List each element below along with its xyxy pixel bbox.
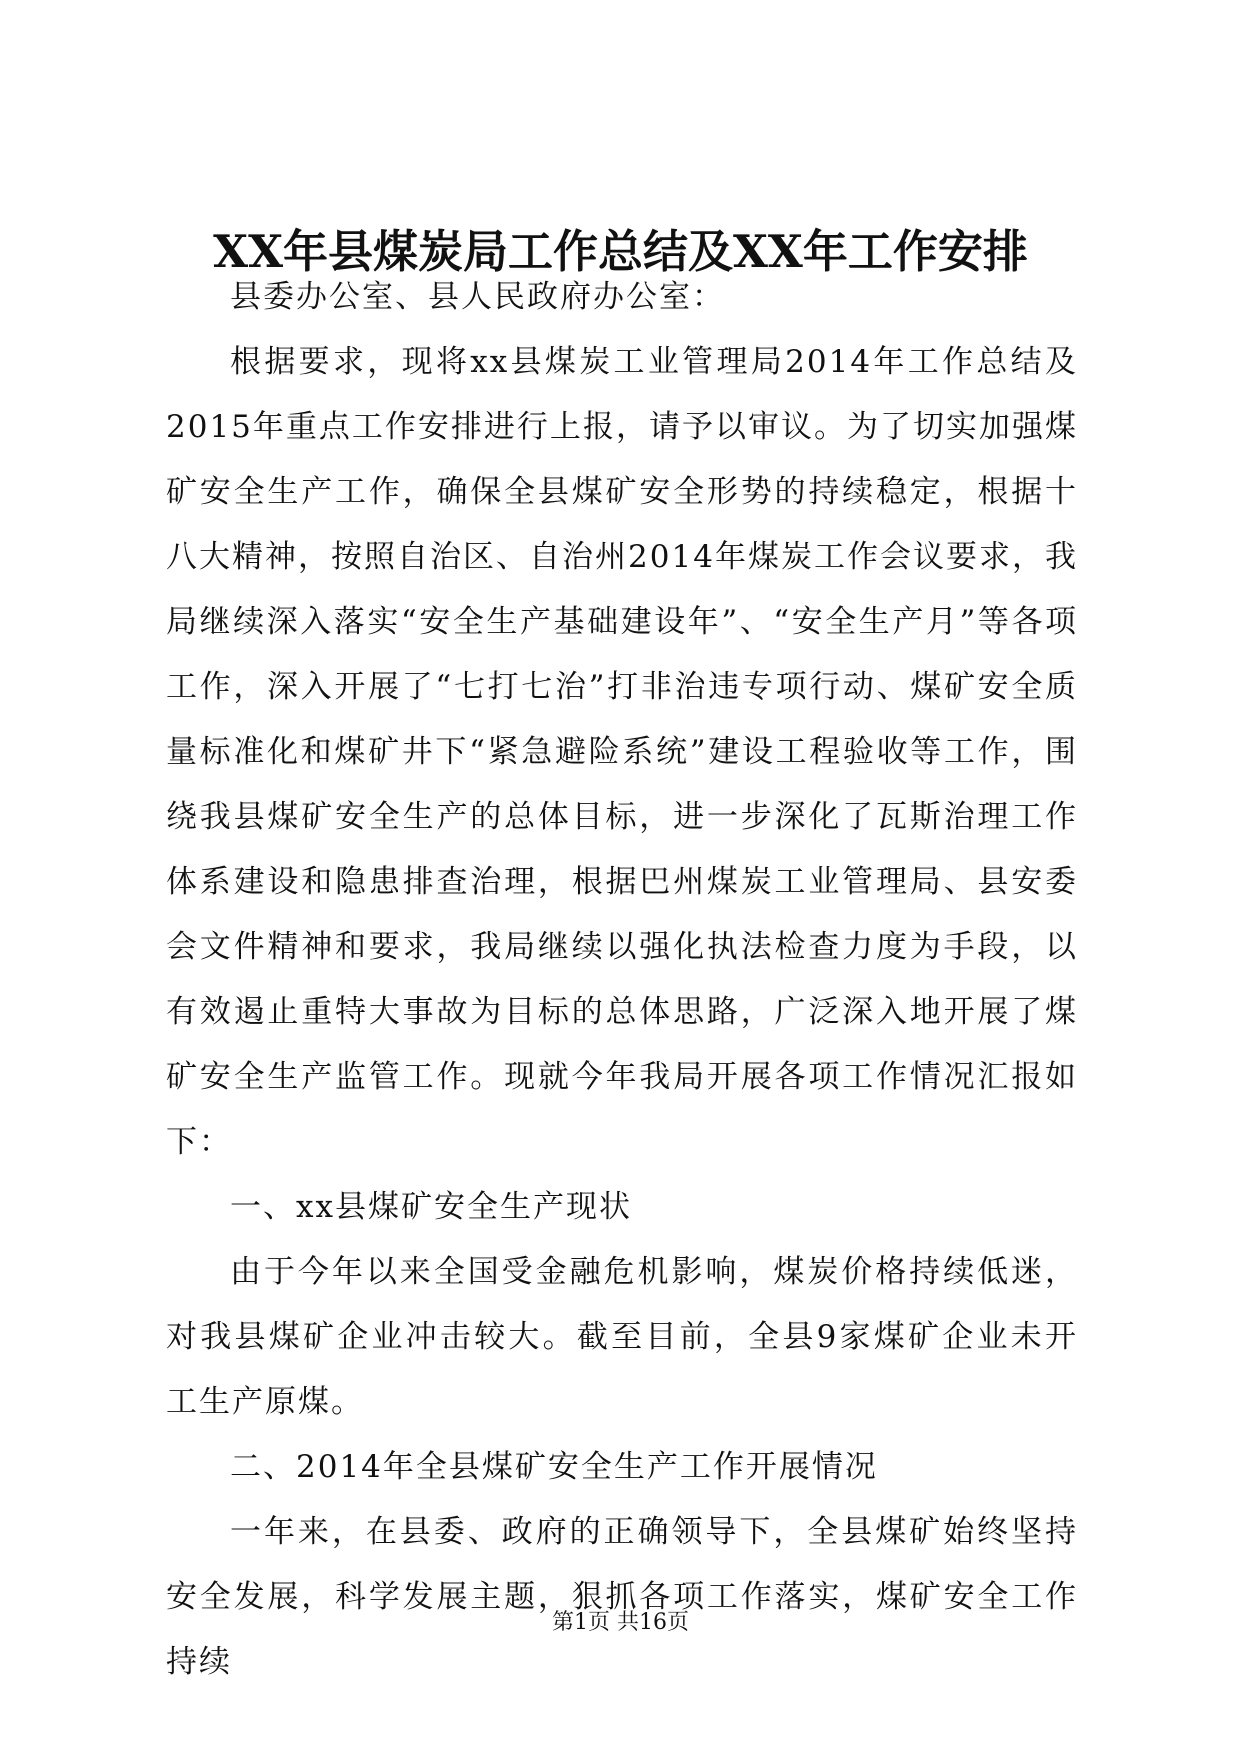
section-1-paragraph: 由于今年以来全国受金融危机影响，煤炭价格持续低迷，对我县煤矿企业冲击较大。截至目前，全县9家煤矿企业未开工生产原煤。 [166, 1254, 1078, 1420]
section-heading-1: 一、xx县煤矿安全生产现状 [230, 1189, 632, 1225]
document-title: XX年县煤炭局工作总结及XX年工作安排 [213, 225, 1028, 278]
intro-paragraph: 根据要求，现将xx县煤炭工业管理局2014年工作总结及2015年重点工作安排进行上报，请予以审议。为了切实加强煤矿安全生产工作，确保全县煤矿安全形势的持续稳定，根据十八大精神，按照自治区、自治州2014年煤炭工作会议要求，我局继续深入落实“安全生产基础建设年”、“安全生产月”等各项工作，深入开展了“七打七治”打非治违专项行动、煤矿安全质量标准化和煤矿井下“紧急避险系统”建设工程验收等工作，围绕我县煤矿安全生产的总体目标，进一步深化了瓦斯治理工作体系建设和隐患排查治理，根据巴州煤炭工业管理局、县安委会文件精神和要求，我局继续以强化执法检查力度为手段，以有效遏止重特大事故为目标的总体思路，广泛深入地开展了煤矿安全生产监管工作。现就今年我局开展各项工作情况汇报如下： [166, 344, 1078, 1160]
salutation-paragraph: 县委办公室、县人民政府办公室： [230, 279, 725, 315]
section-heading-2: 二、2014年全县煤矿安全生产工作开展情况 [230, 1449, 878, 1485]
document-body [166, 265, 1078, 1695]
section-2-paragraph: 一年来，在县委、政府的正确领导下，全县煤矿始终坚持安全发展，科学发展主题，狠抓各项工作落实，煤矿安全工作持续 [166, 1514, 1078, 1680]
page-number-footer: 第1页 共16页 [552, 1610, 689, 1635]
